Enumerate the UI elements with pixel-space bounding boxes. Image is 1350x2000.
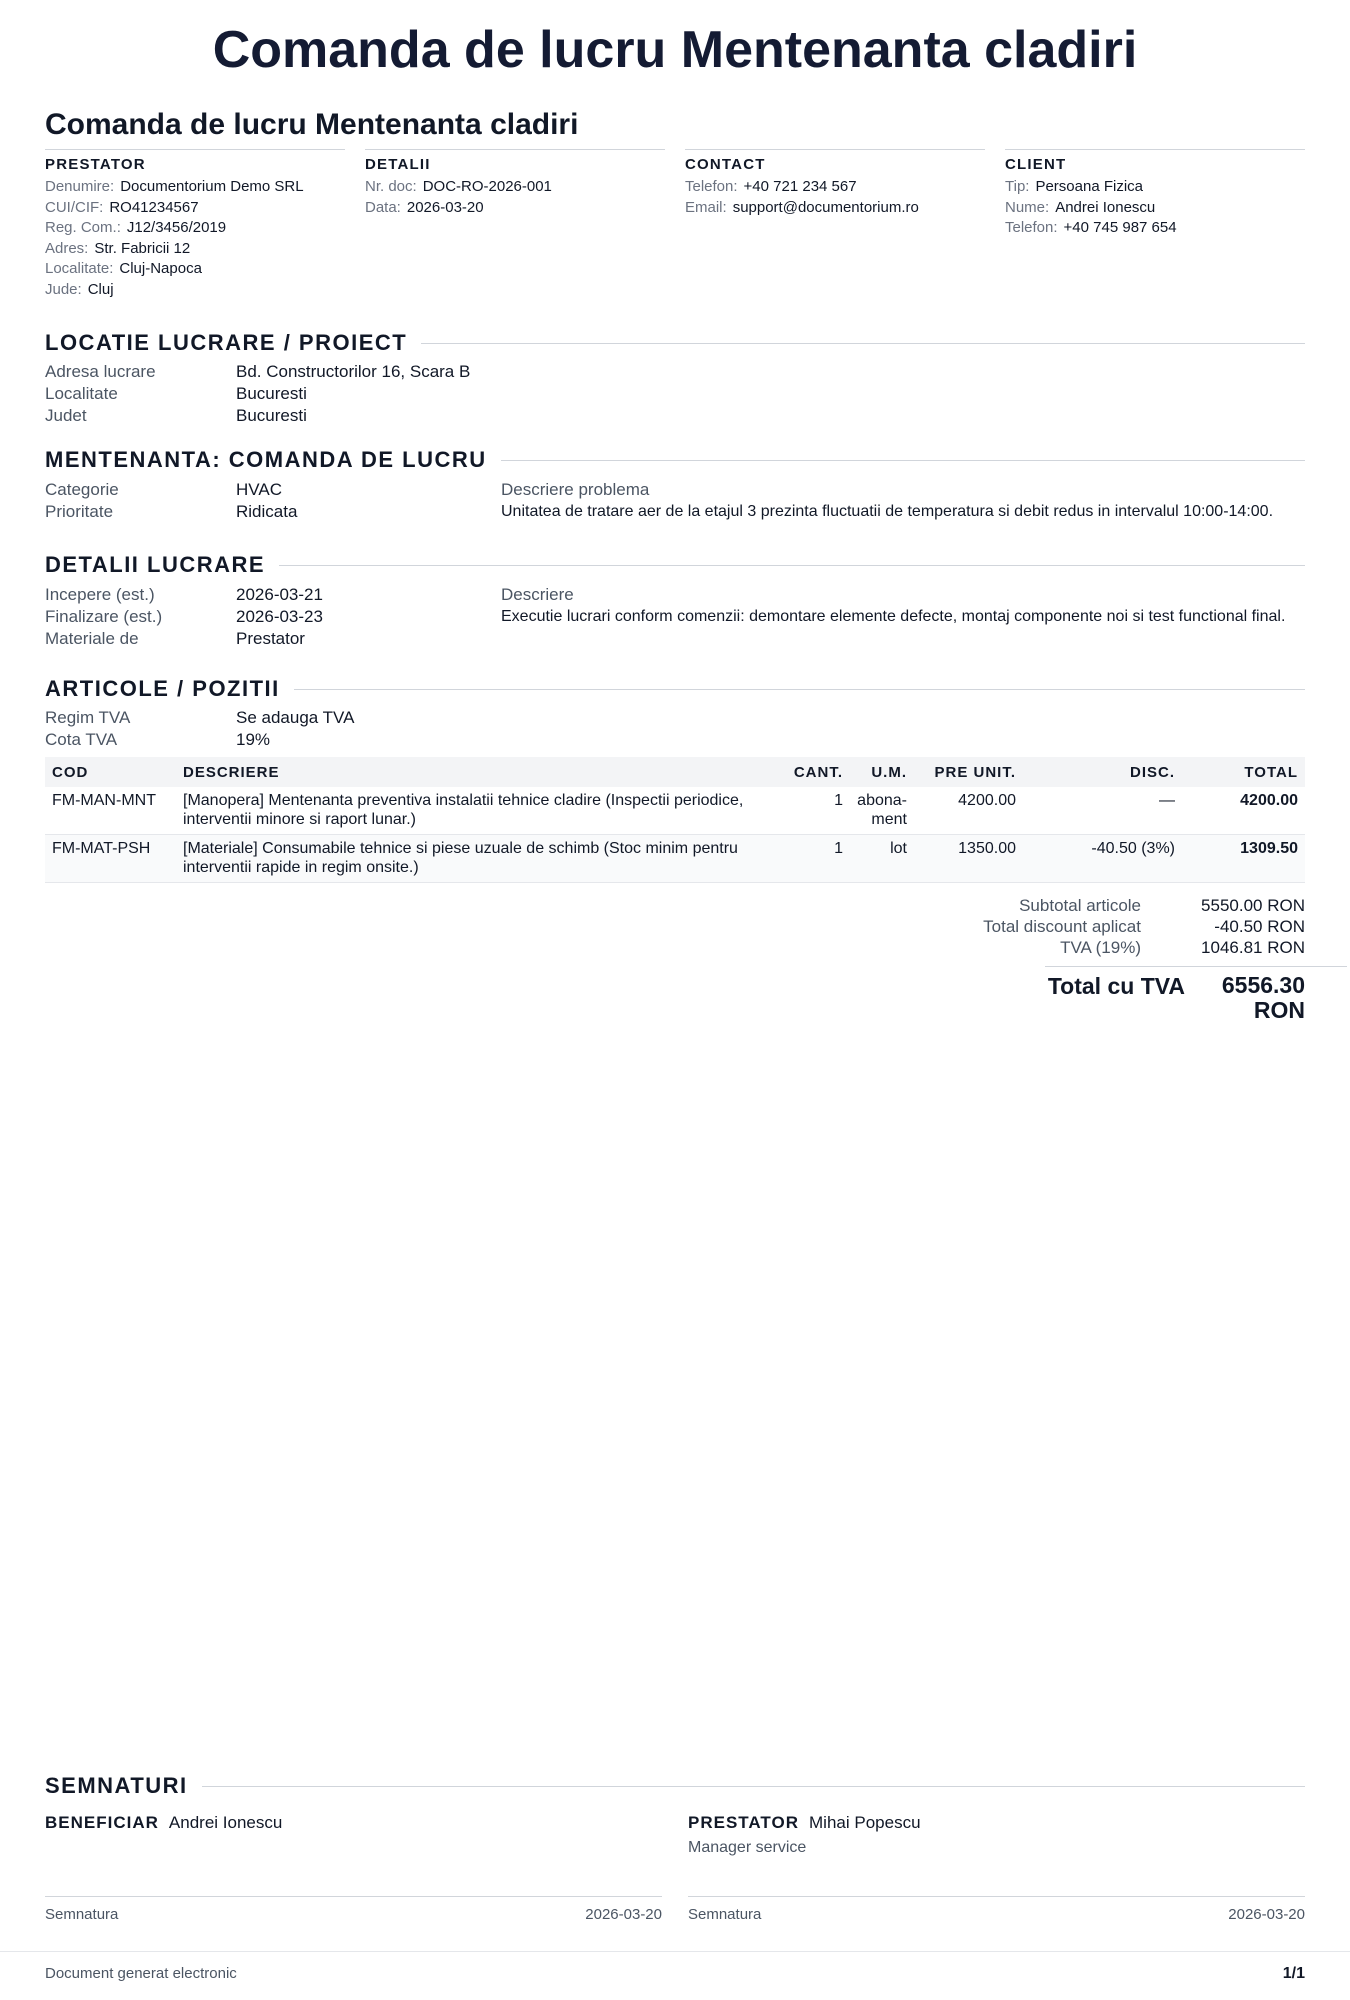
signature-line: [688, 1896, 1305, 1897]
signature-date: 2026-03-20: [1228, 1906, 1305, 1923]
info-value: RO41234567: [109, 198, 199, 216]
info-label: Localitate:: [45, 260, 114, 277]
signature-label: Semnatura: [688, 1906, 762, 1923]
section-heading: SEMNATURI: [45, 1773, 188, 1798]
tva-fields: [45, 707, 354, 751]
field-label: Materiale de: [45, 629, 139, 648]
problem-description: [501, 479, 1305, 521]
discount-value: -40.50 RON: [1214, 917, 1305, 936]
cell-pret: 1350.00: [914, 835, 1023, 883]
info-row: [1005, 198, 1305, 219]
section-heading: DETALII LUCRARE: [45, 552, 266, 577]
divider: [421, 343, 1305, 344]
signature-footer: [45, 1906, 662, 1923]
section-articole: [45, 676, 1305, 702]
section-mentenanta: [45, 447, 1305, 473]
info-label: Telefon:: [1005, 219, 1058, 236]
locatie-fields: [45, 361, 470, 427]
info-label: Nume:: [1005, 198, 1050, 216]
signature-label: Semnatura: [45, 1906, 119, 1923]
cell-cod: FM-MAT-PSH: [45, 835, 176, 883]
description-label: Descriere problema: [501, 480, 650, 499]
field-value: 2026-03-21: [236, 585, 323, 604]
field-value: 19%: [236, 730, 271, 749]
field-row: [45, 606, 323, 628]
cell-cant: 1: [784, 835, 850, 883]
description-text: Unitatea de tratare aer de la etajul 3 prezinta fluctuatii de temperatura si debit redus in intervalul 10:00-14:00.: [501, 503, 1274, 520]
cell-disc: -40.50 (3%): [1023, 835, 1182, 883]
info-row: [365, 177, 665, 198]
field-value: HVAC: [236, 480, 282, 499]
subtotal-row: [745, 895, 1305, 916]
divider: [501, 460, 1305, 461]
field-row: [45, 501, 297, 523]
cell-um: abona-ment: [850, 787, 914, 835]
cell-descriere: [Materiale] Consumabile tehnice si piese uzuale de schimb (Stoc minim pentru interventii rapide in regim onsite.): [176, 835, 784, 883]
section-detalii-lucrare: [45, 552, 1305, 578]
footer-note: Document generat electronic: [45, 1965, 237, 1982]
field-row: [45, 584, 323, 606]
tva-row: [745, 937, 1305, 958]
client-heading: CLIENT: [1005, 156, 1067, 173]
field-value: Bucuresti: [236, 384, 307, 403]
subtotal-label: Subtotal articole: [1019, 896, 1141, 915]
info-value: Andrei Ionescu: [1055, 198, 1156, 216]
info-label: Adres:: [45, 239, 89, 257]
field-label: Adresa lucrare: [45, 362, 156, 381]
info-value: Cluj: [87, 280, 114, 298]
info-row: [685, 177, 985, 198]
info-label: Reg. Com.:: [45, 219, 121, 236]
client-block: [1005, 149, 1305, 300]
tva-value: 1046.81 RON: [1201, 938, 1305, 957]
signature-beneficiar: [45, 1813, 662, 1923]
field-row: [45, 628, 323, 650]
cell-cant: 1: [784, 787, 850, 835]
contact-heading: CONTACT: [685, 156, 766, 173]
field-label: Prioritate: [45, 502, 114, 521]
signature-name: Mihai Popescu: [809, 1813, 921, 1832]
info-row: [1005, 177, 1305, 198]
field-row: [45, 405, 470, 427]
page-number: 1/1: [1282, 1965, 1305, 1982]
section-semnaturi: [45, 1773, 1305, 1799]
table-row: [45, 835, 1305, 883]
field-row: [45, 729, 354, 751]
page-footer: [45, 1965, 1305, 1983]
info-label: Data:: [365, 198, 401, 216]
signature-line: [45, 1896, 662, 1897]
info-row: [45, 198, 345, 219]
info-row: [685, 198, 985, 219]
info-label: CUI/CIF:: [45, 198, 104, 216]
grand-total-row: [745, 973, 1305, 1023]
cell-descriere: [Manopera] Mentenanta preventiva instalatii tehnice cladire (Inspectii periodice, interventii minore si raport lunar.): [176, 787, 784, 835]
cell-disc: —: [1023, 787, 1182, 835]
signature-role: PRESTATOR: [688, 1813, 800, 1832]
items-table: [45, 757, 1305, 883]
column-header-descriere: DESCRIERE: [176, 757, 784, 787]
signature-name: Andrei Ionescu: [168, 1813, 283, 1832]
signature-footer: [688, 1906, 1305, 1923]
column-header-total: TOTAL: [1182, 757, 1305, 787]
document-title: Comanda de lucru Mentenanta cladiri: [45, 108, 579, 141]
field-value: Bd. Constructorilor 16, Scara B: [236, 362, 471, 381]
info-value: Persoana Fizica: [1035, 178, 1144, 195]
detalii-lucrare-fields: [45, 584, 323, 650]
info-value: Str. Fabricii 12: [94, 239, 191, 257]
field-row: [45, 479, 297, 501]
field-label: Categorie: [45, 480, 119, 499]
info-row: [45, 280, 345, 301]
field-row: [45, 361, 470, 383]
cell-cod: FM-MAN-MNT: [45, 787, 176, 835]
column-header-um: U.M.: [850, 757, 914, 787]
info-label: Telefon:: [685, 178, 738, 195]
info-label: Denumire:: [45, 178, 115, 195]
info-row: [45, 259, 345, 280]
signature-prestator: [688, 1813, 1305, 1923]
info-grid: [45, 149, 1305, 300]
field-value: Ridicata: [236, 502, 298, 521]
cell-pret: 4200.00: [914, 787, 1023, 835]
section-locatie: [45, 330, 1305, 356]
info-label: Email:: [685, 198, 727, 216]
column-header-cod: COD: [45, 757, 176, 787]
info-value: J12/3456/2019: [126, 219, 227, 236]
signature-role: BENEFICIAR: [45, 1813, 159, 1832]
table-header-row: [45, 757, 1305, 787]
grand-total-value: 6556.30 RON: [1221, 972, 1305, 1023]
info-row: [1005, 218, 1305, 239]
tva-label: TVA (19%): [1060, 938, 1141, 957]
info-label: Tip:: [1005, 178, 1030, 195]
cell-um: lot: [850, 835, 914, 883]
field-value: Prestator: [236, 629, 305, 648]
info-value: Documentorium Demo SRL: [120, 178, 304, 195]
document-page: [45, 0, 1305, 2000]
info-row: [45, 218, 345, 239]
field-value: 2026-03-23: [236, 607, 323, 626]
signature-subtitle: Manager service: [688, 1839, 807, 1856]
divider: [294, 689, 1305, 690]
table-row: [45, 787, 1305, 835]
section-heading: LOCATIE LUCRARE / PROIECT: [45, 330, 408, 355]
column-header-pret: PRE UNIT.: [914, 757, 1023, 787]
discount-row: [745, 916, 1305, 937]
footer-divider: [0, 1951, 1350, 1952]
column-header-cant: CANT.: [784, 757, 850, 787]
mentenanta-fields: [45, 479, 297, 523]
field-value: Se adauga TVA: [236, 708, 355, 727]
column-header-disc: DISC.: [1023, 757, 1182, 787]
field-row: [45, 383, 470, 405]
field-row: [45, 707, 354, 729]
info-label: Jude:: [45, 280, 82, 298]
main-title: Comanda de lucru Mentenanta cladiri: [212, 21, 1138, 79]
discount-label: Total discount aplicat: [983, 917, 1141, 936]
work-description: [501, 584, 1305, 626]
info-value: 2026-03-20: [406, 198, 484, 216]
email-link[interactable]: support@documentorium.ro: [732, 198, 919, 216]
info-row: [45, 177, 345, 198]
info-row: [45, 239, 345, 260]
prestator-block: [45, 149, 345, 300]
field-label: Incepere (est.): [45, 585, 155, 604]
info-label: Nr. doc:: [365, 178, 417, 195]
prestator-heading: PRESTATOR: [45, 156, 146, 173]
info-value: +40 721 234 567: [743, 178, 857, 195]
info-value: Cluj-Napoca: [119, 260, 202, 277]
info-value: +40 745 987 654: [1063, 219, 1177, 236]
detalii-block: [365, 149, 665, 300]
field-label: Judet: [45, 406, 87, 425]
cell-total: 1309.50: [1182, 835, 1305, 883]
section-heading: MENTENANTA: COMANDA DE LUCRU: [45, 447, 487, 472]
info-value: DOC-RO-2026-001: [422, 178, 552, 195]
divider: [279, 565, 1305, 566]
section-heading: ARTICOLE / POZITII: [45, 676, 280, 701]
field-label: Localitate: [45, 384, 118, 403]
field-value: Bucuresti: [236, 406, 307, 425]
totals-divider: [1045, 966, 1347, 967]
field-label: Cota TVA: [45, 730, 118, 749]
signature-date: 2026-03-20: [585, 1906, 662, 1923]
totals-block: [745, 895, 1305, 1023]
cell-total: 4200.00: [1182, 787, 1305, 835]
divider: [202, 1786, 1305, 1787]
contact-block: [685, 149, 985, 300]
description-label: Descriere: [501, 585, 574, 604]
subtotal-value: 5550.00 RON: [1201, 896, 1305, 915]
grand-total-label: Total cu TVA: [1047, 973, 1185, 999]
field-label: Regim TVA: [45, 708, 131, 727]
field-label: Finalizare (est.): [45, 607, 163, 626]
description-text: Executie lucrari conform comenzii: demontare elemente defecte, montaj componente noi si test functional final.: [501, 608, 1286, 625]
info-row: [365, 198, 665, 219]
detalii-heading: DETALII: [365, 156, 431, 173]
